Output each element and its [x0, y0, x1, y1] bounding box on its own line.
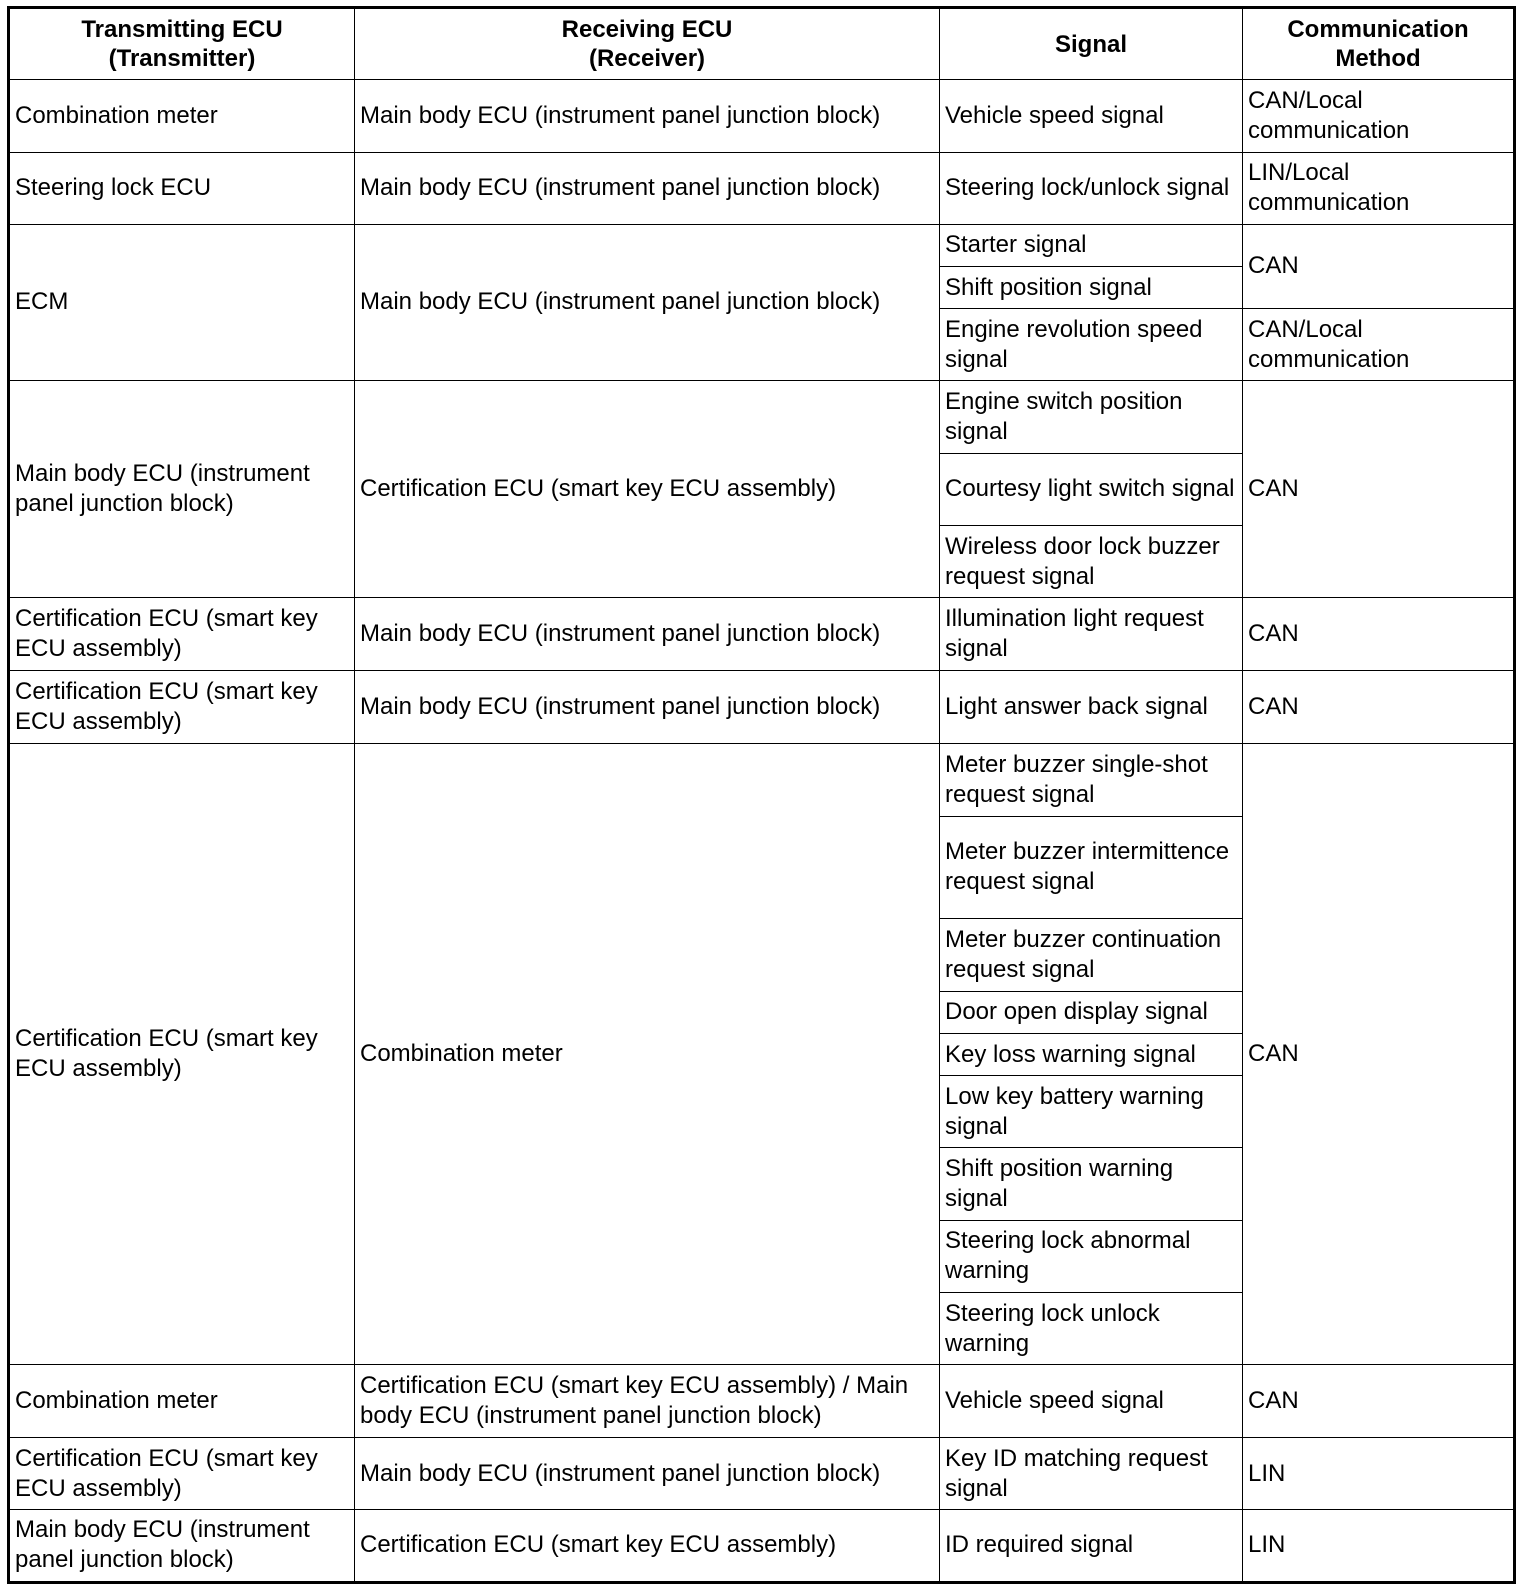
signal-cell: Shift position signal	[940, 266, 1243, 308]
signal-cell: Steering lock abnormal warning	[940, 1220, 1243, 1292]
table-row	[9, 1438, 1515, 1510]
method-cell: CAN	[1243, 671, 1515, 744]
signal-cell: Vehicle speed signal	[940, 80, 1243, 153]
signal-cell: Steering lock/unlock signal	[940, 152, 1243, 224]
receiver-cell: Certification ECU (smart key ECU assembly) / Main body ECU (instrument panel junction block)	[355, 1365, 940, 1438]
signal-cell: Key loss warning signal	[940, 1034, 1243, 1076]
signal-cell: Starter signal	[940, 224, 1243, 266]
header-row	[9, 8, 1515, 80]
signal-cell: Meter buzzer continuation request signal	[940, 918, 1243, 991]
receiver-cell: Main body ECU (instrument panel junction block)	[355, 80, 940, 153]
receiver-cell: Certification ECU (smart key ECU assembly)	[355, 1509, 940, 1582]
signal-cell: Illumination light request signal	[940, 598, 1243, 671]
table-row	[9, 598, 1515, 671]
method-cell: LIN/Local communication	[1243, 152, 1515, 224]
signal-cell: Engine switch position signal	[940, 381, 1243, 454]
ecu-communication-table	[7, 6, 1516, 1584]
header-receiving-ecu: Receiving ECU (Receiver)	[355, 8, 940, 80]
signal-cell: Engine revolution speed signal	[940, 309, 1243, 381]
transmitter-cell: Combination meter	[9, 80, 355, 153]
method-cell: CAN/Local communication	[1243, 309, 1515, 381]
transmitter-cell: Certification ECU (smart key ECU assembly)	[9, 1438, 355, 1510]
table-row	[9, 1509, 1515, 1582]
table-row	[9, 743, 1515, 816]
table-row	[9, 152, 1515, 224]
table-row	[9, 671, 1515, 744]
signal-cell: Low key battery warning signal	[940, 1076, 1243, 1148]
receiver-cell: Combination meter	[355, 743, 940, 1365]
transmitter-cell: Steering lock ECU	[9, 152, 355, 224]
signal-cell: Steering lock unlock warning	[940, 1292, 1243, 1365]
receiver-cell: Main body ECU (instrument panel junction block)	[355, 598, 940, 671]
signal-cell: Light answer back signal	[940, 671, 1243, 744]
signal-cell: Vehicle speed signal	[940, 1365, 1243, 1438]
method-cell: CAN/Local communication	[1243, 80, 1515, 153]
header-communication-method: Communication Method	[1243, 8, 1515, 80]
method-cell: LIN	[1243, 1438, 1515, 1510]
header-transmitting-ecu: Transmitting ECU (Transmitter)	[9, 8, 355, 80]
method-cell: CAN	[1243, 1365, 1515, 1438]
signal-cell: Wireless door lock buzzer request signal	[940, 525, 1243, 598]
method-cell: CAN	[1243, 743, 1515, 1365]
transmitter-cell: Main body ECU (instrument panel junction block)	[9, 381, 355, 598]
table-row	[9, 80, 1515, 153]
table-row	[9, 1365, 1515, 1438]
table-row	[9, 381, 1515, 454]
transmitter-cell: Certification ECU (smart key ECU assembly)	[9, 671, 355, 744]
receiver-cell: Main body ECU (instrument panel junction block)	[355, 224, 940, 381]
table-row	[9, 224, 1515, 266]
signal-cell: Door open display signal	[940, 991, 1243, 1033]
signal-cell: Shift position warning signal	[940, 1148, 1243, 1221]
method-cell: CAN	[1243, 381, 1515, 598]
receiver-cell: Main body ECU (instrument panel junction block)	[355, 152, 940, 224]
transmitter-cell: Certification ECU (smart key ECU assembly)	[9, 598, 355, 671]
header-signal: Signal	[940, 8, 1243, 80]
receiver-cell: Main body ECU (instrument panel junction block)	[355, 1438, 940, 1510]
signal-cell: Meter buzzer single-shot request signal	[940, 743, 1243, 816]
receiver-cell: Certification ECU (smart key ECU assembly)	[355, 381, 940, 598]
signal-cell: Courtesy light switch signal	[940, 453, 1243, 525]
method-cell: LIN	[1243, 1509, 1515, 1582]
receiver-cell: Main body ECU (instrument panel junction block)	[355, 671, 940, 744]
transmitter-cell: ECM	[9, 224, 355, 381]
transmitter-cell: Certification ECU (smart key ECU assembly)	[9, 743, 355, 1365]
signal-cell: Meter buzzer intermittence request signal	[940, 816, 1243, 918]
method-cell: CAN	[1243, 598, 1515, 671]
signal-cell: ID required signal	[940, 1509, 1243, 1582]
transmitter-cell: Main body ECU (instrument panel junction block)	[9, 1509, 355, 1582]
signal-cell: Key ID matching request signal	[940, 1438, 1243, 1510]
method-cell: CAN	[1243, 224, 1515, 309]
transmitter-cell: Combination meter	[9, 1365, 355, 1438]
